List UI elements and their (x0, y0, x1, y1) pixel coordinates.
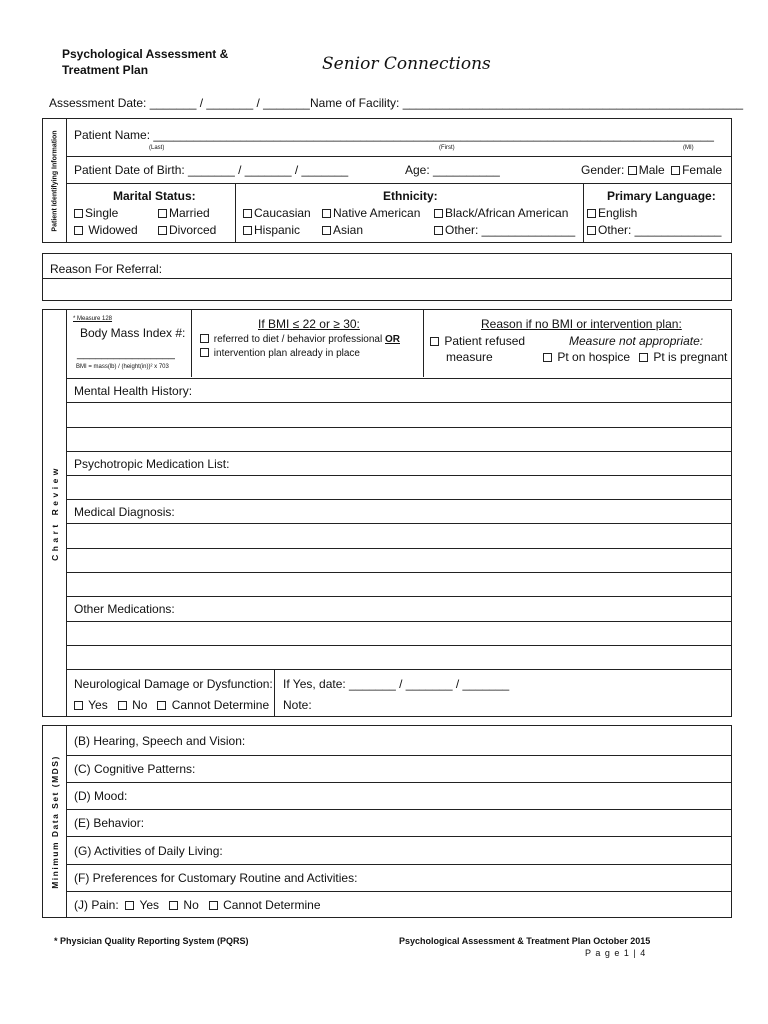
measure-128-label: * Measure 128 (73, 316, 113, 322)
last-name-hint: (Last) (149, 145, 165, 151)
married-checkbox[interactable] (158, 209, 167, 218)
english-option: English (587, 206, 637, 220)
female-checkbox[interactable] (671, 166, 680, 175)
measure-not-appropriate: Measure not appropriate: (569, 334, 704, 348)
neuro-no-checkbox[interactable] (118, 701, 127, 710)
other-medications-line-1[interactable] (67, 621, 731, 645)
patient-info-sidebar (43, 119, 67, 242)
refused-option: Patient refused (430, 334, 525, 348)
mds-preferences-row[interactable] (67, 864, 731, 891)
patient-info-section (42, 118, 732, 243)
pain-no-label: No (183, 898, 199, 912)
neuro-yes-label: Yes (88, 698, 108, 712)
footer-doc-title: Psychological Assessment & Treatment Plan October 2015 (399, 936, 651, 946)
mds-section (42, 725, 732, 918)
neuro-divider (274, 670, 275, 717)
referral-section (42, 253, 732, 301)
form-title-line1: Psychological Assessment & (62, 47, 229, 61)
refused-measure-label: measure (446, 350, 493, 364)
ethnicity-header: Ethnicity: (383, 189, 438, 203)
mds-behavior-row[interactable] (67, 809, 731, 836)
age-field[interactable]: Age: __________ (405, 163, 500, 177)
mds-adl-label: (G) Activities of Daily Living: (74, 843, 223, 858)
chart-review-sidebar (43, 310, 67, 716)
demographics-divider-1 (235, 184, 236, 243)
mds-side-label: Minimum Data Set (MDS) (49, 754, 60, 889)
neuro-no-label: No (132, 698, 148, 712)
demographics-divider-2 (583, 184, 584, 243)
gender-label: Gender: (581, 163, 625, 177)
intervention-option: intervention plan already in place (200, 348, 360, 359)
form-title-line2: Treatment Plan (62, 63, 149, 77)
female-label: Female (682, 163, 723, 177)
dob-row (67, 156, 731, 183)
assessment-date-field[interactable]: Assessment Date: _______ / _______ / _______ (49, 96, 310, 110)
mds-cognitive-row[interactable] (67, 755, 731, 782)
patient-name-field[interactable]: Patient Name: ____________________________________________________________________________________ (74, 128, 714, 142)
patient-name-row (67, 119, 731, 156)
footer-pqrs-note: * Physician Quality Reporting System (PQRS) (54, 936, 249, 946)
single-option: Single (74, 206, 118, 220)
footer-page-number: P a g e 1 | 4 (585, 948, 647, 958)
male-label: Male (638, 163, 665, 177)
pain-yes-checkbox[interactable] (125, 901, 134, 910)
asian-option: Asian (322, 223, 363, 237)
demographics-row (67, 183, 731, 243)
language-other-option: Other: _____________ (587, 223, 721, 237)
mds-sidebar (43, 726, 67, 917)
mental-health-line-2[interactable] (67, 427, 731, 451)
refused-checkbox[interactable] (430, 337, 439, 346)
other-medications-label: Other Medications: (74, 602, 175, 616)
ethnicity-other-option: Other: ______________ (434, 223, 575, 237)
bmi-label: Body Mass Index #: (80, 326, 186, 340)
medical-diagnosis-line-2[interactable] (67, 548, 731, 572)
medical-diagnosis-line-3[interactable] (67, 572, 731, 596)
bmi-threshold-heading: If BMI ≤ 22 or ≥ 30: (258, 317, 360, 331)
mds-hearing-row[interactable] (67, 726, 731, 755)
psychotropic-label: Psychotropic Medication List: (74, 456, 230, 471)
brand-logo-text: Senior Connections (322, 54, 491, 74)
mds-cognitive-label: (C) Cognitive Patterns: (74, 762, 196, 776)
referral-line[interactable] (43, 278, 731, 279)
mds-mood-row[interactable] (67, 782, 731, 809)
divorced-checkbox[interactable] (158, 226, 167, 235)
divorced-option: Divorced (158, 223, 216, 237)
neuro-label: Neurological Damage or Dysfunction: (74, 677, 273, 691)
bmi-input[interactable]: ________________ (77, 348, 175, 360)
married-option: Married (158, 206, 210, 220)
ethnicity-other-checkbox[interactable] (434, 226, 443, 235)
neuro-note-field[interactable]: Note: (283, 698, 312, 712)
mds-pain-label: (J) Pain: (74, 898, 119, 912)
bmi-formula: BMI = mass(lb) / (height(in))² x 703 (76, 364, 169, 370)
dob-field[interactable]: Patient Date of Birth: _______ / _______ / _______ (74, 163, 349, 177)
pregnant-option: Pt is pregnant (639, 350, 727, 364)
native-american-option: Native American (322, 206, 420, 220)
widowed-checkbox[interactable] (74, 226, 83, 235)
neuro-cannot-label: Cannot Determine (171, 698, 270, 712)
facility-name-field[interactable]: Name of Facility: ___________________________________________________ (310, 96, 744, 110)
widowed-option: Widowed (74, 223, 138, 237)
asian-checkbox[interactable] (322, 226, 331, 235)
gender-group (581, 163, 722, 177)
psychotropic-line-1[interactable] (67, 475, 731, 499)
other-medications-row[interactable] (67, 596, 731, 621)
hispanic-checkbox[interactable] (243, 226, 252, 235)
referral-label: Reason For Referral: (50, 262, 163, 276)
single-checkbox[interactable] (74, 209, 83, 218)
mi-hint: (MI) (683, 145, 694, 151)
mds-hearing-label: (B) Hearing, Speech and Vision: (74, 733, 246, 748)
hispanic-option: Hispanic (243, 223, 300, 237)
english-checkbox[interactable] (587, 209, 596, 218)
bmi-row (67, 310, 731, 378)
psychotropic-row[interactable] (67, 451, 731, 475)
mds-pain-group (74, 898, 321, 912)
mds-behavior-label: (E) Behavior: (74, 816, 145, 830)
intervention-checkbox[interactable] (200, 348, 209, 357)
first-name-hint: (First) (439, 145, 455, 151)
primary-language-header: Primary Language: (607, 189, 716, 203)
hospice-checkbox[interactable] (543, 353, 552, 362)
native-american-checkbox[interactable] (322, 209, 331, 218)
marital-status-header: Marital Status: (113, 189, 196, 203)
other-medications-line-2[interactable] (67, 645, 731, 669)
pregnant-checkbox[interactable] (639, 353, 648, 362)
mds-pain-row (67, 891, 731, 918)
pain-cannot-checkbox[interactable] (209, 901, 218, 910)
medical-diagnosis-label: Medical Diagnosis: (74, 504, 175, 519)
bmi-divider-1 (191, 310, 192, 377)
pain-no-checkbox[interactable] (169, 901, 178, 910)
referred-checkbox[interactable] (200, 334, 209, 343)
chart-review-section (42, 309, 732, 717)
caucasian-checkbox[interactable] (243, 209, 252, 218)
mds-adl-row[interactable] (67, 836, 731, 864)
mds-preferences-label: (F) Preferences for Customary Routine and Activities: (74, 871, 358, 885)
language-other-checkbox[interactable] (587, 226, 596, 235)
neuro-row (67, 669, 731, 717)
mental-health-line-1[interactable] (67, 402, 731, 427)
patient-info-side-label: Patient Identifying Information (51, 129, 58, 232)
no-bmi-reason-heading: Reason if no BMI or intervention plan: (481, 317, 682, 331)
medical-diagnosis-line-1[interactable] (67, 523, 731, 548)
bmi-divider-2 (423, 310, 424, 377)
chart-review-side-label: Chart Review (49, 465, 60, 561)
black-option: Black/African American (434, 206, 568, 220)
mental-health-label: Mental Health History: (74, 383, 193, 398)
caucasian-option: Caucasian (243, 206, 311, 220)
neuro-yes-checkbox[interactable] (74, 701, 83, 710)
referred-option: referred to diet / behavior professional OR (200, 334, 400, 345)
neuro-date-field[interactable]: If Yes, date: _______ / _______ / _______ (283, 677, 510, 691)
pain-cannot-label: Cannot Determine (223, 898, 321, 912)
medical-diagnosis-row[interactable] (67, 499, 731, 523)
mental-health-row[interactable] (67, 378, 731, 402)
mds-mood-label: (D) Mood: (74, 789, 128, 803)
neuro-options (74, 698, 269, 712)
pain-yes-label: Yes (139, 898, 160, 912)
male-checkbox[interactable] (628, 166, 637, 175)
hospice-option: Pt on hospice (543, 350, 630, 364)
black-checkbox[interactable] (434, 209, 443, 218)
neuro-cannot-checkbox[interactable] (157, 701, 166, 710)
